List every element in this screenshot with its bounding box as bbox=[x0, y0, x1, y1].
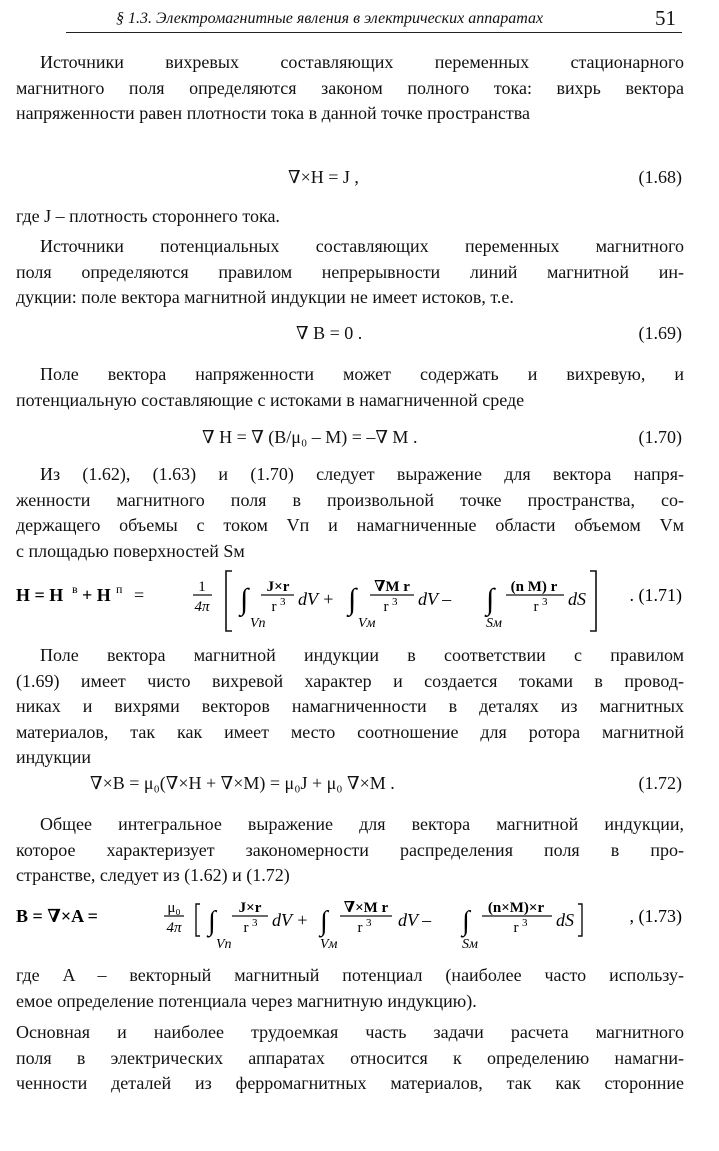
text-line: потенциальную составляющие с истоками в намагниченной среде bbox=[16, 389, 525, 410]
integral-limit: Sм bbox=[462, 937, 478, 952]
equation-1-71 bbox=[16, 565, 684, 635]
term-differential: dV + bbox=[272, 910, 309, 930]
running-title: § 1.3. Электромагнитные явления в электрических аппаратах bbox=[116, 10, 544, 27]
equation-expression: ∇×B = μ₀(∇×H + ∇×M) = μ₀J + μ₀ ∇×M . bbox=[90, 773, 395, 793]
frac-denominator: 4π bbox=[166, 920, 182, 936]
text-line: емое определение потенциала через магнитную индукцию). bbox=[16, 990, 477, 1011]
term-differential: dS bbox=[556, 910, 574, 930]
term-power: 3 bbox=[252, 917, 258, 929]
equation-number: (1.72) bbox=[638, 773, 682, 793]
term-denominator: r bbox=[383, 599, 389, 615]
term-power: 3 bbox=[366, 917, 372, 929]
eq-plus-term: + H bbox=[82, 585, 111, 605]
eq-sup-p: п bbox=[116, 582, 123, 596]
term-denominator: r bbox=[243, 920, 249, 936]
frac-denominator: 4π bbox=[194, 599, 210, 615]
text-line: с площадью поверхностей Sм bbox=[16, 540, 245, 561]
term-numerator: J×r bbox=[266, 579, 290, 595]
integral-limit: Vм bbox=[320, 937, 338, 952]
integral-sign: ∫ bbox=[240, 583, 249, 616]
term-denominator: r bbox=[271, 599, 277, 615]
paragraph-integral-expression bbox=[16, 812, 684, 889]
term-power: 3 bbox=[392, 596, 398, 608]
term-differential: dV + bbox=[298, 589, 335, 609]
text-line: ченности деталей из ферромагнитных материалов, так как сторонние bbox=[16, 1073, 684, 1093]
frac-numerator: 1 bbox=[198, 579, 206, 595]
term-differential: dV – bbox=[418, 589, 452, 609]
term-numerator: J×r bbox=[238, 900, 262, 916]
text-line: индукции bbox=[16, 747, 92, 767]
text-line: где A – векторный магнитный потенциал (наиболее часто использу- bbox=[16, 965, 684, 985]
equation-1-68 bbox=[16, 167, 684, 199]
eq-sup-v: в bbox=[72, 582, 78, 596]
integral-sign: ∫ bbox=[208, 906, 216, 937]
integral-sign: ∫ bbox=[320, 906, 328, 937]
equation-1-73 bbox=[16, 890, 684, 952]
term-numerator: (n M) r bbox=[510, 579, 558, 595]
text-line: напряженности равен плотности тока в данной точке пространства bbox=[16, 103, 531, 123]
text-line: Источники потенциальных составляющих переменных магнитного bbox=[40, 236, 684, 256]
equation-1-73-graphic bbox=[16, 890, 684, 952]
paragraph-potential-sources bbox=[16, 234, 684, 311]
text-line: (1.69) имеет чисто вихревой характер и создается токами в провод- bbox=[16, 670, 684, 691]
integral-sign: ∫ bbox=[486, 583, 495, 616]
term-power: 3 bbox=[280, 596, 286, 608]
text-line: странстве, следует из (1.62) и (1.72) bbox=[16, 865, 290, 885]
equation-1-70 bbox=[16, 427, 684, 459]
text-line: держащего объемы с током Vп и намагниченные области объемом Vм bbox=[16, 515, 684, 535]
integral-sign: ∫ bbox=[462, 906, 470, 937]
text-line: где J – плотность стороннего тока. bbox=[16, 206, 280, 226]
term-denominator: r bbox=[533, 599, 539, 615]
text-line: дукции: поле вектора магнитной индукции не имеет истоков, т.е. bbox=[16, 287, 514, 307]
page-number: 51 bbox=[655, 6, 676, 30]
eq-lhs: H = H bbox=[16, 585, 64, 605]
equation-number: . (1.71) bbox=[629, 585, 682, 605]
eq-lhs: B = ∇×A = bbox=[16, 906, 98, 926]
paragraph-field-components bbox=[16, 362, 684, 413]
equation-expression: ∇×H = J , bbox=[288, 167, 359, 187]
text-line: магнитного поля определяются законом полного тока: вихрь вектора bbox=[16, 77, 684, 98]
text-line: никах и вихрями векторов намагниченности в деталях из магнитных bbox=[16, 696, 684, 716]
equation-expression: ∇ B = 0 . bbox=[296, 323, 363, 343]
running-header bbox=[66, 6, 682, 33]
equation-1-69 bbox=[16, 323, 684, 355]
term-power: 3 bbox=[522, 917, 528, 929]
equation-number: (1.68) bbox=[638, 167, 682, 187]
text-line: поля определяются правилом непрерывности линий магнитной ин- bbox=[16, 261, 684, 282]
eq-equals: = bbox=[134, 585, 145, 605]
text-line: Основная и наиболее трудоемкая часть задачи расчета магнитного bbox=[16, 1022, 684, 1042]
term-denominator: r bbox=[513, 920, 519, 936]
term-denominator: r bbox=[357, 920, 363, 936]
paragraph-vector-potential bbox=[16, 963, 684, 1014]
term-numerator: ∇×M r bbox=[343, 900, 389, 916]
integral-sign: ∫ bbox=[348, 583, 357, 616]
term-numerator: (n×M)×r bbox=[487, 900, 545, 916]
term-numerator: ∇M r bbox=[374, 579, 410, 595]
paragraph-induction-field bbox=[16, 643, 684, 771]
text-line: материалов, так как имеет место соотношение для ротора магнитной bbox=[16, 721, 684, 742]
text-line: Из (1.62), (1.63) и (1.70) следует выражение для вектора напря- bbox=[40, 464, 684, 484]
paragraph-vortex-sources bbox=[16, 50, 684, 127]
frac-numerator: μ₀ bbox=[167, 900, 181, 916]
equation-number: (1.70) bbox=[638, 427, 682, 447]
equation-1-72 bbox=[16, 773, 684, 805]
text-line: Общее интегральное выражение для вектора магнитной индукции, bbox=[40, 814, 684, 834]
text-line: которое характеризует закономерности распределения поля в про- bbox=[16, 839, 684, 860]
term-power: 3 bbox=[542, 596, 548, 608]
integral-limit: Vп bbox=[216, 937, 232, 952]
paragraph-current-density bbox=[16, 204, 684, 230]
equation-expression: ∇ H = ∇ (B/μ₀ – M) = –∇ M . bbox=[202, 427, 418, 447]
text-line: Источники вихревых составляющих переменных стационарного bbox=[40, 52, 684, 72]
text-line: женности магнитного поля в произвольной точке пространства, со- bbox=[16, 489, 684, 510]
term-differential: dS bbox=[568, 589, 586, 609]
paragraph-magnetization-task bbox=[16, 1020, 684, 1097]
equation-1-71-graphic bbox=[16, 565, 684, 635]
text-line: Поле вектора напряженности может содержать и вихревую, и bbox=[40, 364, 684, 384]
integral-limit: Sм bbox=[486, 616, 502, 631]
paragraph-intensity-expression bbox=[16, 462, 684, 564]
text-line: поля в электрических аппаратах относится к определению намагни- bbox=[16, 1047, 684, 1068]
equation-number: (1.69) bbox=[638, 323, 682, 343]
term-differential: dV – bbox=[398, 910, 432, 930]
equation-number: , (1.73) bbox=[629, 906, 682, 926]
text-line: Поле вектора магнитной индукции в соответствии с правилом bbox=[40, 645, 684, 665]
integral-limit: Vм bbox=[358, 616, 376, 631]
integral-limit: Vп bbox=[250, 616, 266, 631]
